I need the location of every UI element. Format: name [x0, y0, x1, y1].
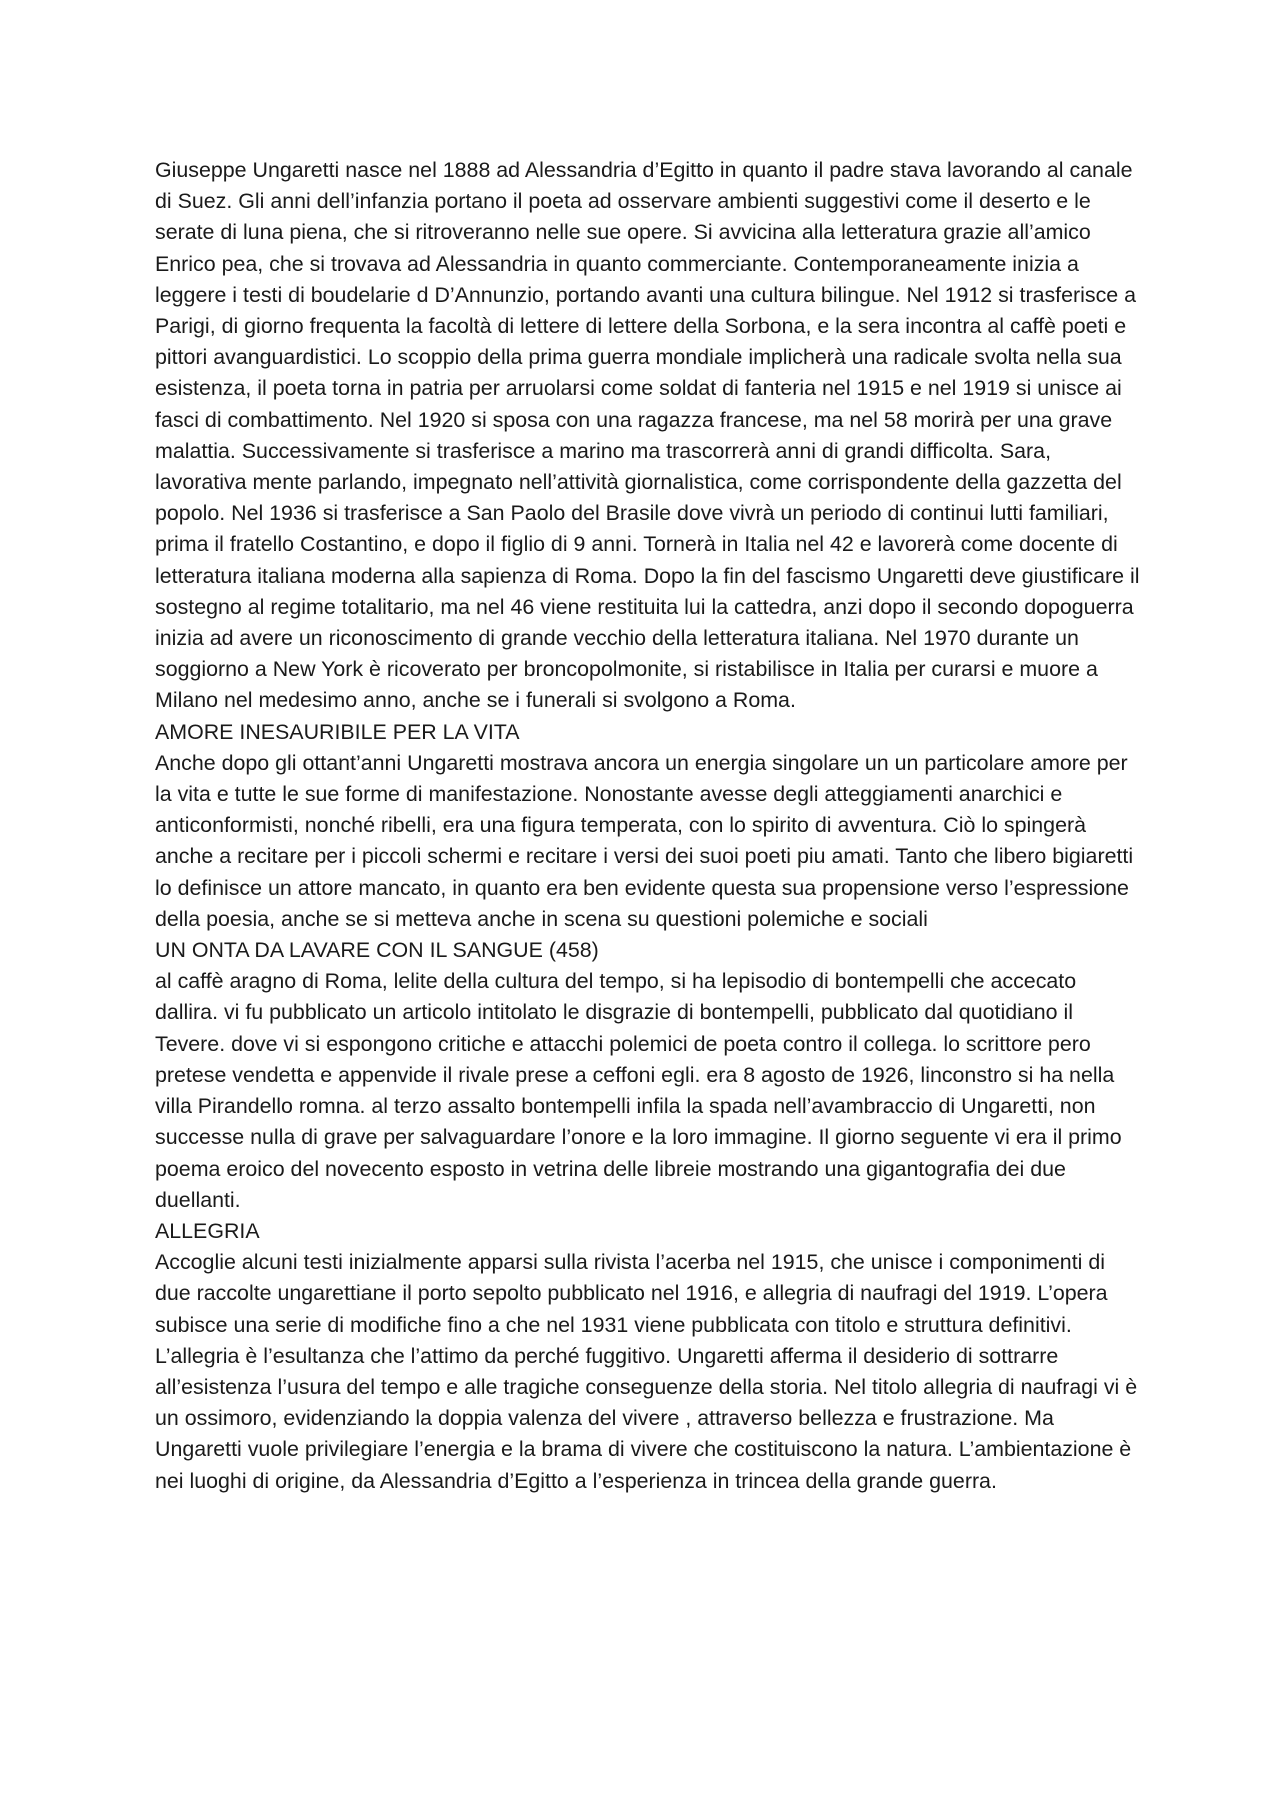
amore-paragraph: Anche dopo gli ottant’anni Ungaretti mostrava ancora un energia singolare un un particolare amore per la vita e tutte le sue forme di manifestazione. Nonostante avesse degli atteggiamenti anarchici e anticonformisti, nonché ribelli, era una figura temperata, con lo spirito di avventura. Ciò lo spingerà anche a recitare per i piccoli schermi e recitare i versi dei suoi poeti piu amati. Tanto che libero bigiaretti lo definisce un attore mancato, in quanto era ben evidente questa sua propensione verso l’espressione della poesia, anche se si metteva anche in scena su questioni polemiche e sociali: [155, 750, 1134, 931]
allegria-paragraph: Accoglie alcuni testi inizialmente apparsi sulla rivista l’acerba nel 1915, che unisce i componimenti di due raccolte ungarettiane il porto sepolto pubblicato nel 1916, e allegria di naufragi del 1919. L’opera subisce una serie di modifiche fino a che nel 1931 viene pubblicata con titolo e struttura definitivi. L’allegria è l’esultanza che l’attimo da perché fuggitivo. Ungaretti afferma il desiderio di sottrarre all’esistenza l’usura del tempo e alle tragiche conseguenze della storia. Nel titolo allegria di naufragi vi è un ossimoro, evidenziando la doppia valenza del vivere , attraverso bellezza e frustrazione. Ma Ungaretti vuole privilegiare l’energia e la brama di vivere che costituiscono la natura. L’ambientazione è nei luoghi di origine, da Alessandria d’Egitto a l’esperienza in trincea della grande guerra.: [155, 1250, 1138, 1493]
section-heading-onta: UN ONTA DA LAVARE CON IL SANGUE (458): [155, 938, 599, 963]
biography-paragraph: Giuseppe Ungaretti nasce nel 1888 ad Alessandria d’Egitto in quanto il padre stava lavorando al canale di Suez. Gli anni dell’infanzia portano il poeta ad osservare ambienti suggestivi come il deserto e le serate di luna piena, che si ritroveranno nelle sue opere. Si avvicina alla letteratura grazie all’amico Enrico pea, che si trovava ad Alessandria in quanto commerciante. Contemporaneamente inizia a leggere i testi di boudelarie d D’Annunzio, portando avanti una cultura bilingue. Nel 1912 si trasferisce a Parigi, di giorno frequenta la facoltà di lettere di lettere della Sorbona, e la sera incontra al caffè poeti e pittori avanguardistici. Lo scoppio della prima guerra mondiale implicherà una radicale svolta nella sua esistenza, il poeta torna in patria per arruolarsi come soldat di fanteria nel 1915 e nel 1919 si unisce ai fasci di combattimento. Nel 1920 si sposa con una ragazza francese, ma nel 58 morirà per una grave malattia. Successivamente si trasferisce a marino ma trascorrerà anni di grandi difficolta. Sara, lavorativa mente parlando, impegnato nell’attività giornalistica, come corrispondente della gazzetta del popolo. Nel 1936 si trasferisce a San Paolo del Brasile dove vivrà un periodo di continui lutti familiari, prima il fratello Costantino, e dopo il figlio di 9 anni. Tornerà in Italia nel 42 e lavorerà come docente di letteratura italiana moderna alla sapienza di Roma. Dopo la fin del fascismo Ungaretti deve giustificare il sostegno al regime totalitario, ma nel 46 viene restituita lui la cattedra, anzi dopo il secondo dopoguerra inizia ad avere un riconoscimento di grande vecchio della letteratura italiana. Nel 1970 durante un soggiorno a New York è ricoverato per broncopolmonite, si ristabilisce in Italia per curarsi e muore a Milano nel medesimo anno, anche se i funerali si svolgono a Roma.: [155, 158, 1140, 713]
onta-paragraph: al caffè aragno di Roma, lelite della cultura del tempo, si ha lepisodio di bontempelli che accecato dallira. vi fu pubblicato un articolo intitolato le disgrazie di bontempelli, pubblicato dal quotidiano il Tevere. dove vi si espongono critiche e attacchi polemici de poeta contro il collega. lo scrittore pero pretese vendetta e appenvide il rivale prese a ceffoni egli. era 8 agosto de 1926, linconstro si ha nella villa Pirandello romna. al terzo assalto bontempelli infila la spada nell’avambraccio di Ungaretti, non successe nulla di grave per salvaguardare l’onore e la loro immagine. Il giorno seguente vi era il primo poema eroico del novecento esposto in vetrina delle libreie mostrando una gigantografia dei due duellanti.: [155, 969, 1122, 1212]
section-heading-amore: AMORE INESAURIBILE PER LA VITA: [155, 719, 520, 744]
section-heading-allegria: ALLEGRIA: [155, 1218, 260, 1243]
document-page: [155, 155, 1140, 1497]
